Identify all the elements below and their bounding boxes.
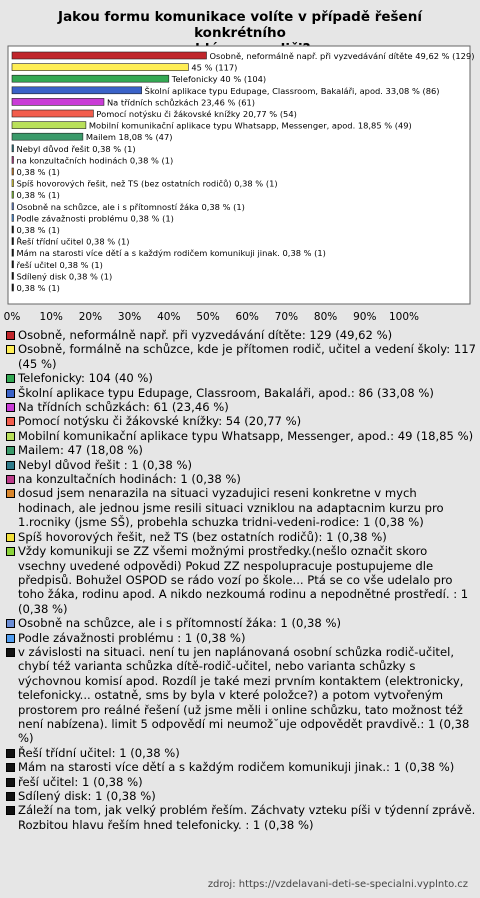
x-tick-label: 60% bbox=[235, 311, 259, 323]
legend-item bbox=[6, 775, 476, 789]
legend-label: Mailem: 47 (18,08 %) bbox=[18, 443, 143, 458]
legend-swatch bbox=[6, 778, 15, 787]
bar bbox=[12, 180, 14, 187]
legend-label: Osobně na schůzce, ale i s přítomností žáka: 1 (0,38 %) bbox=[18, 616, 342, 631]
bar bbox=[12, 122, 86, 129]
legend-swatch bbox=[6, 461, 15, 470]
x-tick-label: 10% bbox=[39, 311, 63, 323]
x-tick-label: 90% bbox=[353, 311, 377, 323]
bar-label: Řeší třídní učitel 0,38 % (1) bbox=[16, 236, 130, 247]
legend-swatch bbox=[6, 389, 15, 398]
bar-label: Pomocí notýsku či žákovské knížky 20,77 % (54) bbox=[96, 109, 297, 119]
x-tick-label: 80% bbox=[313, 311, 338, 323]
legend-label: řeší učitel: 1 (0,38 %) bbox=[18, 774, 143, 789]
legend-item bbox=[6, 746, 476, 760]
legend-item bbox=[6, 803, 476, 832]
bar-label: Podle závažnosti problému 0,38 % (1) bbox=[16, 213, 174, 224]
bar-label: 45 % (117) bbox=[191, 62, 238, 73]
legend-item bbox=[6, 472, 476, 486]
bar bbox=[12, 214, 14, 221]
bar-label: 0,38 % (1) bbox=[16, 190, 60, 201]
legend-label: v závislosti na situaci. není tu jen naplánovaná osobní schůzka rodič-učitel, chybí též varianta schůzka dítě-rodič-učitel, nebo varianta schůzky s výchovnou komisí apod. Rozdíl je také mezi prvním kontaktem (elektronicky, telefonicky... ostatně, sms by byla v které položce?) a potom vytvořeným prostorem pro reálné řešení (už jsme měli i online schůzku, tato možnost též není nabízena). limit 5 odpovědí mi neumož˘uje odpovědět pravdivě.: 1 (0,38 %) bbox=[18, 644, 470, 746]
bar bbox=[12, 226, 14, 233]
bar bbox=[12, 64, 188, 71]
bar-label: Školní aplikace typu Edupage, Classroom, Bakaláři, apod. 33,08 % (86) bbox=[144, 85, 440, 96]
legend-item bbox=[6, 371, 476, 385]
chart-title-line: Jakou formu komunikace volíte v případě řešení konkrétního bbox=[58, 9, 422, 41]
legend-item bbox=[6, 530, 476, 544]
x-tick-label: 30% bbox=[117, 311, 142, 323]
bar-label: řeší učitel 0,38 % (1) bbox=[16, 259, 103, 270]
legend-label: Sdílený disk: 1 (0,38 %) bbox=[18, 789, 156, 803]
legend-swatch bbox=[6, 749, 15, 758]
legend-item bbox=[6, 458, 476, 472]
legend-label: Nebyl důvod řešit : 1 (0,38 %) bbox=[18, 457, 192, 472]
legend-label: Pomocí notýsku či žákovské knížky: 54 (20,77 %) bbox=[18, 414, 302, 429]
legend-label: na konzultačních hodinách: 1 (0,38 %) bbox=[18, 472, 241, 487]
bar-label: 0,38 % (1) bbox=[16, 283, 60, 293]
bar-label: Telefonicky 40 % (104) bbox=[171, 74, 267, 85]
legend-item bbox=[6, 443, 476, 457]
legend-label: Mobilní komunikační aplikace typu Whatsapp, Messenger, apod.: 49 (18,85 %) bbox=[18, 428, 474, 443]
legend-swatch bbox=[6, 489, 15, 498]
legend-item bbox=[6, 544, 476, 616]
legend-label: Telefonicky: 104 (40 %) bbox=[18, 371, 153, 386]
bar bbox=[12, 52, 207, 59]
legend-swatch bbox=[6, 331, 15, 340]
legend-item bbox=[6, 760, 476, 774]
legend-label: Řeší třídní učitel: 1 (0,38 %) bbox=[18, 745, 180, 760]
bar bbox=[12, 284, 14, 291]
bar bbox=[12, 168, 14, 175]
bar bbox=[12, 75, 169, 82]
legend-item bbox=[6, 645, 476, 746]
bar bbox=[12, 272, 14, 279]
bar bbox=[12, 98, 104, 105]
legend-label: Podle závažnosti problému : 1 (0,38 %) bbox=[18, 630, 246, 645]
legend-swatch bbox=[6, 475, 15, 484]
legend-label: Školní aplikace typu Edupage, Classroom, Bakaláři, apod.: 86 (33,08 %) bbox=[18, 385, 434, 400]
x-tick-label: 40% bbox=[157, 311, 181, 323]
legend-swatch bbox=[6, 374, 15, 383]
legend-swatch bbox=[6, 345, 15, 354]
bar-label: Nebyl důvod řešit 0,38 % (1) bbox=[16, 143, 136, 154]
bar bbox=[12, 203, 14, 210]
x-tick-label: 70% bbox=[274, 311, 299, 323]
bar-label: Mobilní komunikační aplikace typu Whatsapp, Messenger, apod. 18,85 % (49) bbox=[88, 120, 412, 131]
legend-swatch bbox=[6, 806, 15, 815]
source-note: zdroj: https://vzdelavani-deti-se-specialni.vyplnto.cz bbox=[207, 879, 468, 890]
x-tick-label: 0% bbox=[3, 311, 21, 323]
bar-label: 0,38 % (1) bbox=[16, 167, 60, 177]
bar bbox=[12, 110, 93, 117]
legend-item bbox=[6, 328, 476, 342]
x-tick-label: 20% bbox=[78, 311, 103, 323]
legend-swatch bbox=[6, 432, 15, 441]
legend-item bbox=[6, 414, 476, 428]
bar-label: 0,38 % (1) bbox=[16, 225, 60, 235]
legend-swatch bbox=[6, 619, 15, 628]
legend-swatch bbox=[6, 446, 15, 455]
legend-swatch bbox=[6, 547, 15, 556]
legend-item bbox=[6, 429, 476, 443]
legend-label: Osobně, formálně na schůzce, kde je přítomen rodič, učitel a vedení školy: 117 (45 %) bbox=[18, 342, 476, 371]
legend-label: Mám na starosti více dětí a s každým rodičem komunikuji jinak.: 1 (0,38 %) bbox=[18, 760, 455, 775]
bar-label: Osobně, neformálně např. při vyzvedávání dítěte 49,62 % (129) bbox=[209, 51, 475, 61]
legend-label: Osobně, neformálně např. při vyzvedávání dítěte: 129 (49,62 %) bbox=[18, 328, 393, 342]
bar-label: Sdílený disk 0,38 % (1) bbox=[16, 271, 113, 282]
legend-item bbox=[6, 789, 476, 803]
bar bbox=[12, 156, 14, 163]
legend-swatch bbox=[6, 763, 15, 772]
bar-label: Spíš hovorových řešit, než TS (bez ostatních rodičů) 0,38 % (1) bbox=[16, 178, 278, 189]
legend bbox=[6, 328, 476, 832]
legend-item bbox=[6, 616, 476, 630]
bar-label: Osobně na schůzce, ale i s přítomností žáka 0,38 % (1) bbox=[16, 201, 245, 212]
legend-label: Záleží na tom, jak velký problém řeším. Záchvaty vzteku píši v týdenní zprávě. Rozbitou hlavu řeším hned telefonicky. : 1 (0,38 %) bbox=[18, 803, 476, 832]
bar bbox=[12, 261, 14, 268]
legend-item bbox=[6, 400, 476, 414]
bar bbox=[12, 249, 14, 256]
legend-swatch bbox=[6, 792, 15, 801]
legend-label: Vždy komunikuji se ZZ všemi možnými prostředky.(nešlo označit skoro vsechny uvedené odpovědi) Pokud ZZ nespolupracuje postupujeme dle předpisů. Bohužel OSPOD se rádo vozí po škole... Ptá se co vše udelalo pro toho žáka, rodinu apod. A nikdo nezkoumá rodinu a nepodnětné prostředí. : 1 (0,38 %) bbox=[18, 544, 469, 616]
legend-item bbox=[6, 342, 476, 371]
bar-label: Mám na starosti více dětí a s každým rodičem komunikuji jinak. 0,38 % (1) bbox=[16, 248, 326, 259]
x-tick-label: 50% bbox=[196, 311, 220, 323]
legend-swatch bbox=[6, 634, 15, 643]
legend-swatch bbox=[6, 403, 15, 412]
bar bbox=[12, 87, 142, 94]
bar-chart bbox=[0, 0, 480, 325]
legend-label: Na třídních schůzkách: 61 (23,46 %) bbox=[18, 400, 229, 415]
bar-label: na konzultačních hodinách 0,38 % (1) bbox=[16, 155, 174, 166]
bar bbox=[12, 238, 14, 245]
bar bbox=[12, 191, 14, 198]
bar-label: Na třídních schůzkách 23,46 % (61) bbox=[106, 97, 256, 108]
legend-swatch bbox=[6, 417, 15, 426]
legend-label: dosud jsem nenarazila na situaci vyzadujici reseni konkretne v mych hodinach, ale jednou jsme resili situaci vzniklou na adaptacnim kurzu pro 1.rocniky (jsme SŠ), probehla schuzka tridni-vedeni-rodice: 1 (0,38 %) bbox=[18, 486, 444, 530]
legend-item bbox=[6, 486, 476, 529]
legend-item bbox=[6, 631, 476, 645]
bar bbox=[12, 133, 83, 140]
x-tick-label: 100% bbox=[388, 311, 420, 323]
legend-swatch bbox=[6, 533, 15, 542]
bar-label: Mailem 18,08 % (47) bbox=[85, 132, 173, 143]
legend-swatch bbox=[6, 648, 15, 657]
legend-item bbox=[6, 386, 476, 400]
legend-label: Spíš hovorových řešit, než TS (bez ostatních rodičů): 1 (0,38 %) bbox=[18, 529, 387, 544]
bar bbox=[12, 145, 14, 152]
